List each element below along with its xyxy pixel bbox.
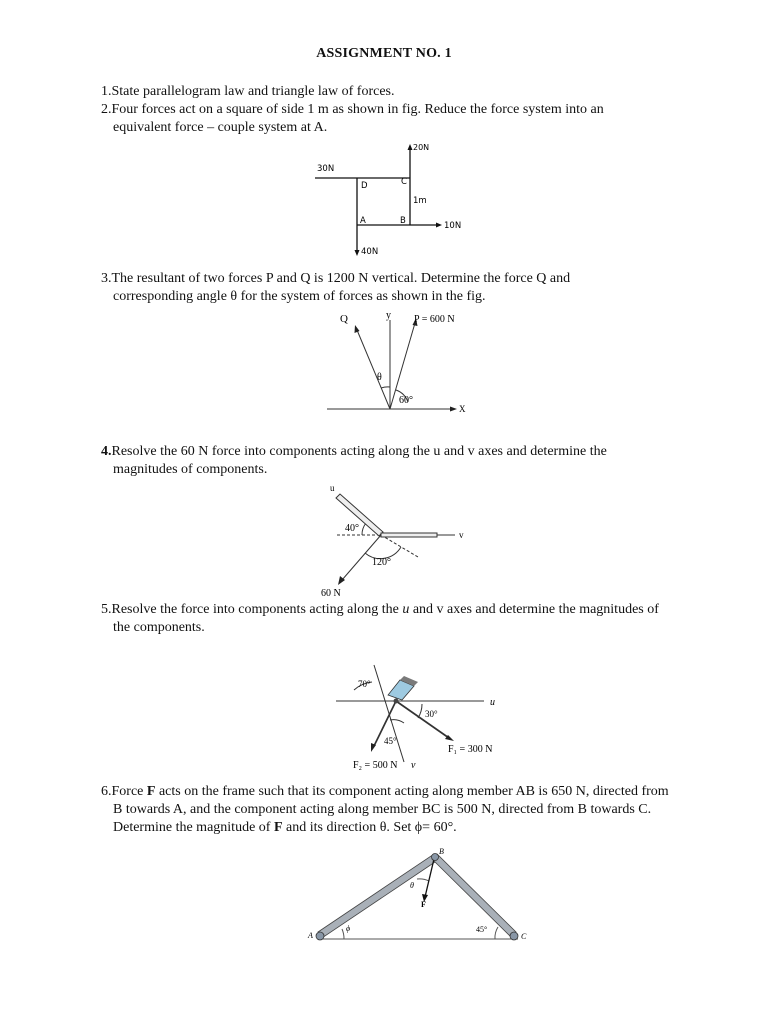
label-40n: 40N [361, 247, 379, 257]
label-40deg: 40° [345, 523, 359, 534]
question-text: acts on the frame such that its component acting along member AB is 650 N, directed from [155, 784, 669, 799]
figure-60n-force [315, 478, 475, 600]
pin [394, 699, 399, 704]
support-a [316, 932, 324, 940]
label-a: A [308, 931, 313, 940]
corner-a: A [360, 216, 366, 226]
question-number: 4. [101, 444, 112, 459]
question-text-continued: and its direction θ. Set ϕ= 60°. [282, 820, 457, 835]
label-theta: θ [377, 372, 382, 383]
label-v: v [411, 760, 416, 771]
question-6 [101, 783, 691, 837]
label-10n: 10N [444, 221, 462, 231]
question-text: Force [111, 784, 147, 799]
label-phi: ϕ [346, 924, 351, 933]
question-text: and v axes and determine the magnitudes of [409, 602, 659, 617]
question-4 [101, 443, 691, 479]
label-30deg: 30° [425, 709, 438, 719]
label-f1: F₁ = 300 N [448, 744, 493, 755]
label-45deg: 45° [476, 925, 488, 934]
v-member [381, 533, 437, 537]
question-text: Four forces act on a square of side 1 m as shown in fig. Reduce the force system into an [111, 102, 604, 117]
figure-two-forces [325, 308, 485, 416]
question-number: 6. [101, 784, 112, 799]
question-text-continued: the components. [113, 620, 205, 635]
label-q: Q [340, 313, 348, 325]
support-c [510, 932, 518, 940]
force-arrowhead [436, 223, 442, 228]
question-5 [101, 601, 691, 637]
member-bc [432, 854, 516, 937]
figure-two-force-components [334, 660, 509, 775]
label-60deg: 60° [399, 395, 413, 406]
label-theta: θ [410, 881, 414, 890]
label-20n: 20N [413, 143, 430, 152]
assignment-title: ASSIGNMENT NO. 1 [316, 46, 452, 61]
force-q-arrowhead [355, 325, 360, 333]
u-member [336, 494, 383, 536]
label-u: u [490, 697, 495, 708]
question-text: The resultant of two forces P and Q is 1200 N vertical. Determine the force Q and [111, 271, 571, 286]
label-p: P = 600 N [414, 314, 455, 325]
question-2 [101, 101, 691, 137]
label-b: B [439, 847, 444, 856]
figure-frame-force [300, 842, 530, 952]
label-v: v [459, 530, 464, 540]
corner-b: B [400, 216, 406, 226]
label-f2: F₂ = 500 N [353, 760, 398, 771]
label-60n: 60 N [321, 588, 341, 599]
question-text-bold: F [273, 820, 283, 835]
question-text-continued: corresponding angle θ for the system of forces as shown in the fig. [113, 289, 486, 304]
corner-d: D [361, 181, 368, 191]
question-text: Resolve the 60 N force into components acting along the u and v axes and determine the [111, 444, 607, 459]
question-text-continued: magnitudes of components. [113, 462, 268, 477]
question-3 [101, 270, 691, 306]
question-text-continued: equivalent force – couple system at A. [113, 120, 328, 135]
label-70deg: 70° [358, 679, 371, 689]
member-ab [318, 854, 438, 938]
label-c: C [521, 932, 527, 941]
side-length-label: 1m [413, 196, 427, 206]
label-f: F [421, 900, 426, 909]
question-number: 2. [101, 102, 112, 117]
question-number: 3. [101, 271, 112, 286]
force-arrowhead [355, 250, 360, 256]
figure-square-forces [300, 140, 500, 265]
label-x: X [459, 404, 466, 414]
question-number: 1. [101, 84, 112, 99]
question-number: 5. [101, 602, 112, 617]
question-text-continued: B towards A, and the component acting along member BC is 500 N, directed from B towards C. [113, 802, 652, 817]
label-45deg: 45° [384, 736, 397, 746]
corner-c: C [401, 177, 407, 187]
question-text: State parallelogram law and triangle law of forces. [111, 84, 395, 99]
question-text: Resolve the force into components acting along the [111, 602, 403, 617]
label-u: u [330, 483, 335, 493]
question-text-bold: F [146, 784, 156, 799]
question-text-continued: Determine the magnitude of [113, 820, 274, 835]
question-text-italic: u [402, 602, 410, 617]
force-arrowhead [408, 144, 413, 150]
label-30n: 30N [317, 164, 335, 174]
question-1 [101, 83, 691, 101]
label-y: y [386, 310, 391, 321]
label-120deg: 120° [372, 557, 391, 568]
x-axis-arrowhead [450, 407, 457, 412]
joint-b [432, 854, 439, 861]
